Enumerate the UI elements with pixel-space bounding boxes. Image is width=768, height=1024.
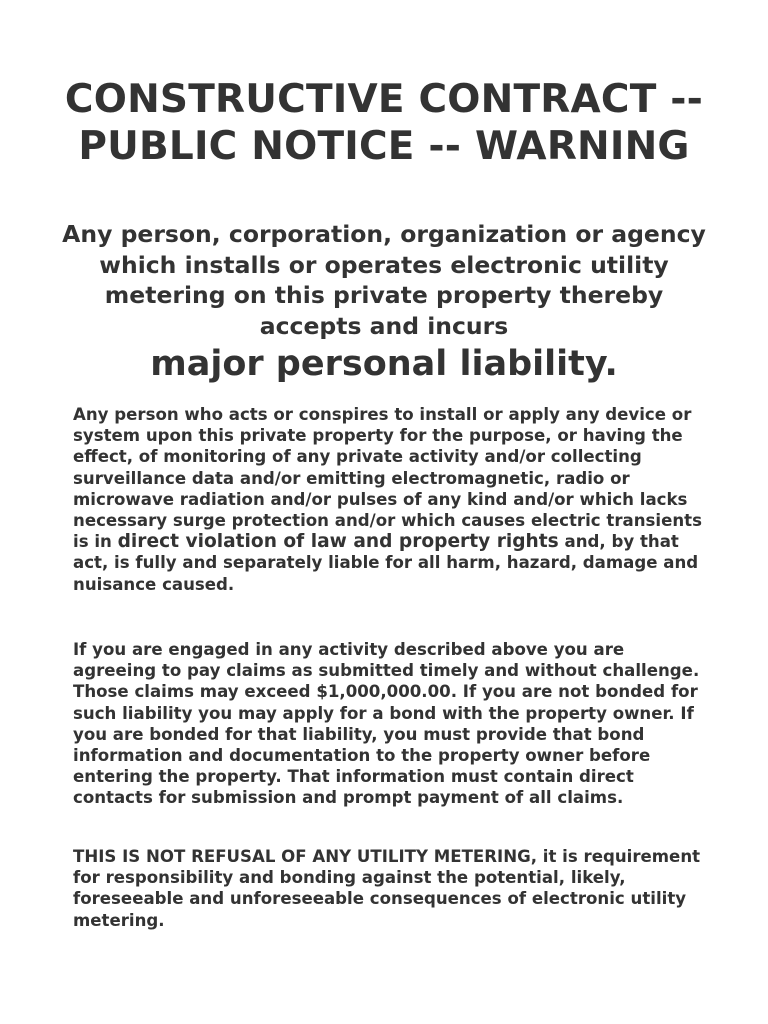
liability-heading: major personal liability. [150,344,618,384]
notice-title: CONSTRUCTIVE CONTRACT -- PUBLIC NOTICE -- WARNING [64,77,704,169]
notice-intro: Any person, corporation, organization or agency which installs or operates electronic utility metering on this private property thereby accepts and incurs [62,220,706,340]
disclaimer-paragraph: THIS IS NOT REFUSAL OF ANY UTILITY METERING, it is requirement for responsibility and bonding against the potential, likely, foreseeable and unforeseeable consequences of electronic utility metering. [73,847,701,930]
violation-emphasis: direct violation of law and property rights [117,531,559,553]
claims-paragraph: If you are engaged in any activity described above you are agreeing to pay claims as submitted timely and without challenge. Those claims may exceed $1,000,000.00. If you are not bonded for such liability you may apply for a bond with the property owner. If you are bonded for that liability, you must provide that bond information and documentation to the property owner before entering the property. That information must contain direct contacts for submission and prompt payment of all claims. [73,640,700,808]
violation-paragraph [73,404,713,595]
violation-text-start: Any person who acts or conspires to install or apply any device or system upon this private property for the purpose, or having the effect, of monitoring of any private activity and/or collecting surveillance data and/or emitting electromagnetic, radio or microwave radiation and/or pulses of any kind and/or which lacks necessary surge protection and/or which causes electric transients is in [73,405,702,552]
violation-text-end: and, by that act, is fully and separately liable for all harm, hazard, damage and nuisance caused. [73,532,699,594]
